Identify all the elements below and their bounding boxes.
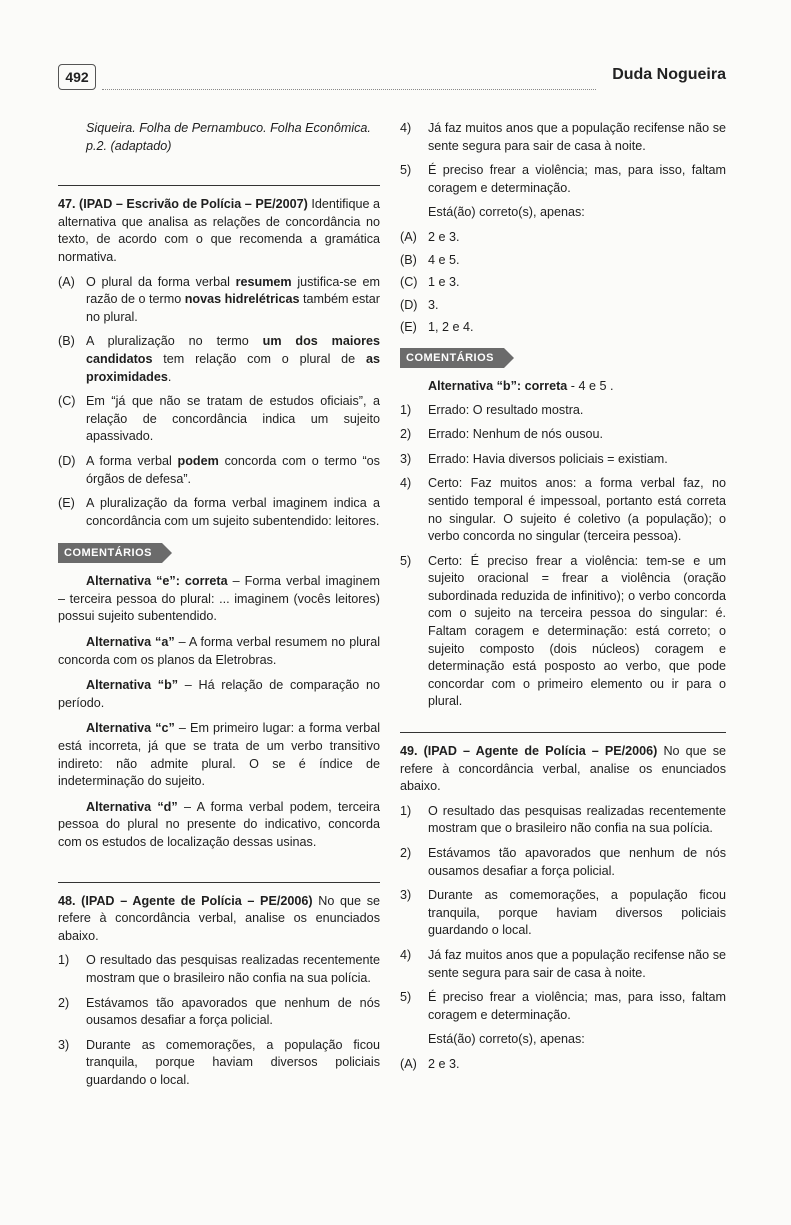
alternative: (A) 2 e 3. — [400, 229, 460, 244]
alternative: (A) 2 e 3. — [400, 1056, 460, 1071]
option-c — [58, 393, 380, 446]
alternative: (E) 1, 2 e 4. — [400, 320, 474, 335]
option-letter: (B) — [58, 334, 75, 349]
comments-badge: COMENTÁRIOS — [400, 348, 504, 368]
option-a — [58, 274, 380, 327]
alternative: (D) 3. — [400, 297, 439, 312]
statement-item: 4) Já faz muitos anos que a população recifense não se sente segura para sair de casa à noite. — [400, 947, 726, 980]
comment-paragraph: Alternativa “c” – Em primeiro lugar: a forma verbal está incorreta, já que se trata de um verbo transitivo indireto: não admite plural. O se é índice de indeterminação do sujeito. — [58, 721, 381, 789]
comment-paragraph: Alternativa “a” – A forma verbal resumem no plural concorda com os planos da Eletrobras. — [58, 635, 381, 667]
option-text: Em “já que não se tratam de estudos oficiais”, a relação de concordância indica um sujeito apassivado. — [86, 394, 380, 444]
comment-paragraph: Alternativa “e”: correta – Forma verbal imaginem – terceira pessoa do plural: ... imaginem (vocês leitores) possui sujeito subentendido. — [58, 574, 380, 624]
option-text: O plural da forma verbal resumem justifica-se em razão de o termo novas hidrelétricas também estar no plural. — [86, 274, 381, 324]
option-text: A pluralização da forma verbal imaginem indica a concordância com um sujeito subentendido: leitores. — [86, 496, 380, 528]
question-49-stem: 49. (IPAD – Agente de Polícia – PE/2006) No que se refere à concordância verbal, analise os enunciados abaixo. — [400, 744, 726, 794]
statement-item: 1) O resultado das pesquisas realizadas recentemente mostram que o brasileiro não confia na sua polícia. — [400, 803, 726, 836]
statement-item: 4) Já faz muitos anos que a população recifense não se sente segura para sair de casa à noite. — [400, 121, 726, 153]
answer-stem: Está(ão) correto(s), apenas: — [428, 1032, 585, 1047]
statement-item: 2) Estávamos tão apavorados que nenhum de nós ousamos desafiar a força policial. — [400, 846, 726, 878]
question-divider — [400, 732, 726, 733]
alternative: (B) 4 e 5. — [400, 252, 460, 267]
question-47-label: 47. (IPAD – Escrivão de Polícia – PE/2007) — [58, 197, 308, 212]
comments-badge: COMENTÁRIOS — [58, 543, 162, 563]
option-text: A forma verbal podem concorda com o termo “os órgãos de defesa”. — [86, 453, 380, 486]
question-divider — [58, 882, 380, 883]
left-column — [58, 120, 380, 1097]
question-48-stem: 48. (IPAD – Agente de Polícia – PE/2006) No que se refere à concordância verbal, analise os enunciados abaixo. — [58, 893, 380, 943]
option-letter: (E) — [58, 496, 75, 511]
option-letter: (A) — [58, 274, 75, 289]
answer-stem: Está(ão) correto(s), apenas: — [428, 205, 585, 220]
comment-paragraph: Alternativa “d” – A forma verbal podem, terceira pessoa do plural no presente do indicativo, concorda com os estudos de localização dessas usinas. — [58, 799, 380, 849]
right-column — [400, 120, 726, 1079]
comment-item: 5) Certo: É preciso frear a violência: tem-se e um sujeito oracional = frear a violência (oração subordinada reduzida de infinitivo); o verbo concorda com o sujeito na terceira pessoa do singular: é. Faltam coragem e determinação: está correto; o sujeito composto (dois núcleos) coragem e determinação está posposto ao verbo, que pode concordar com o primeiro elemento ou ir para o plural. — [400, 553, 726, 709]
header-rule — [102, 89, 596, 90]
comment-paragraph: Alternativa “b” – Há relação de comparação no período. — [58, 678, 380, 710]
statement-item: 1) O resultado das pesquisas realizadas recentemente mostram que o brasileiro não confia na sua polícia. — [58, 953, 380, 985]
statement-item: 5) É preciso frear a violência; mas, para isso, faltam coragem e determinação. — [400, 990, 726, 1022]
page-header — [58, 62, 726, 92]
comment-item: 2) Errado: Nenhum de nós ousou. — [400, 427, 604, 442]
statement-item: 3) Durante as comemorações, a população ficou tranquila, porque haviam diversos policiais guardando o local. — [400, 888, 726, 938]
comment-item: 1) Errado: O resultado mostra. — [400, 402, 584, 417]
question-divider — [58, 185, 380, 186]
option-d — [58, 453, 380, 488]
question-49-label: 49. (IPAD – Agente de Polícia – PE/2006) — [400, 744, 658, 759]
source-citation: Siqueira. Folha de Pernambuco. Folha Econômica. p.2. (adaptado) — [86, 121, 371, 153]
option-letter: (C) — [58, 394, 76, 409]
answer-line: Alternativa “b”: correta - 4 e 5 . — [428, 378, 614, 393]
alternative: (C) 1 e 3. — [400, 275, 460, 290]
statement-item: 2) Estávamos tão apavorados que nenhum de nós ousamos desafiar a força policial. — [58, 995, 380, 1028]
question-47-text: Identifique a alternativa que analisa as relações de concordância no texto, de acordo com o que recomenda a gramática normativa. — [58, 197, 380, 264]
statement-item: 3) Durante as comemorações, a população ficou tranquila, porque haviam diversos policiais guardando o local. — [58, 1037, 380, 1087]
question-47-stem — [58, 196, 380, 266]
comment-item: 3) Errado: Havia diversos policiais = existiam. — [400, 451, 668, 466]
option-e — [58, 495, 380, 530]
statement-item: 5) É preciso frear a violência; mas, para isso, faltam coragem e determinação. — [400, 163, 726, 195]
header-author: Duda Nogueira — [612, 66, 726, 83]
option-text: A pluralização no termo um dos maiores candidatos tem relação com o plural de as proximidades. — [86, 334, 380, 384]
question-48-label: 48. (IPAD – Agente de Polícia – PE/2006) — [58, 893, 313, 908]
comment-item: 4) Certo: Faz muitos anos: a forma verbal faz, no sentido temporal é impessoal, portanto está correta no singular. O sujeito é coletivo (a população); o verbo concorda no singular (terceira pessoa). — [400, 476, 726, 544]
option-b — [58, 333, 380, 386]
page-number: 492 — [58, 64, 96, 90]
option-letter: (D) — [58, 453, 76, 468]
